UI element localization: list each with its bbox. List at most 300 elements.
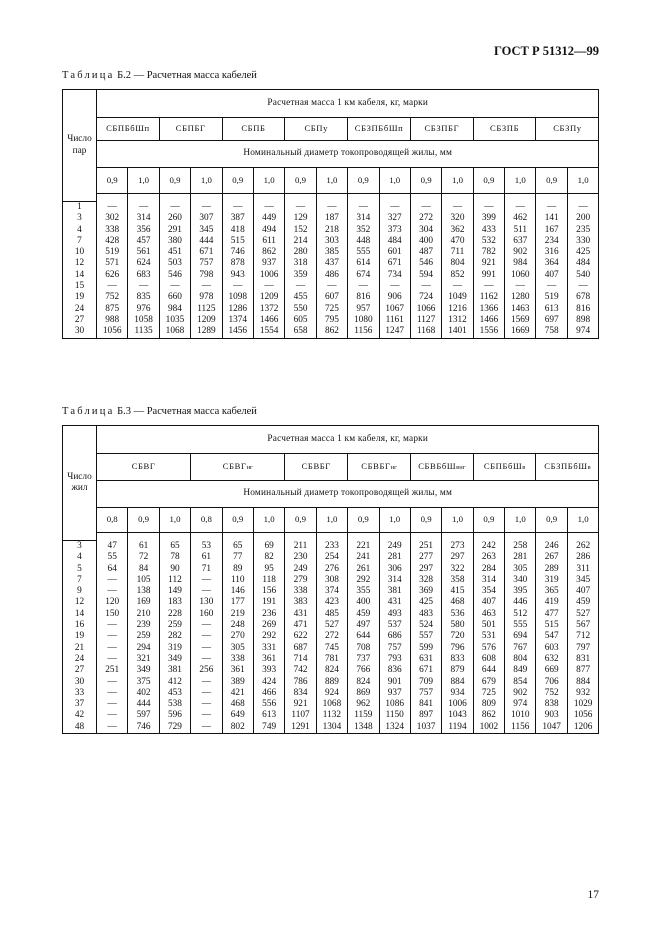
tb2-cell: 984 <box>159 304 190 315</box>
tb3-cell: 580 <box>442 620 473 631</box>
tb2-cell: 546 <box>159 270 190 281</box>
tb3-brand-cell <box>473 454 536 481</box>
tb3-cell: 463 <box>473 609 504 620</box>
tb2-cell: 141 <box>536 213 567 224</box>
tb3-cell: 453 <box>159 688 190 699</box>
tb3-cell: 884 <box>442 677 473 688</box>
tb3-diameter-cell: 1,0 <box>442 508 473 533</box>
table-b2-diam-title: Номинальный диаметр токопроводящей жилы, мм <box>97 141 599 168</box>
tb3-cell: 308 <box>316 575 347 586</box>
tb3-cell: 160 <box>191 609 222 620</box>
tb2-row-count: 14 <box>63 270 97 281</box>
tb2-cell: 437 <box>316 258 347 269</box>
tb2-diameter-cell: 1,0 <box>316 168 347 194</box>
tb2-gap-cell <box>316 194 347 202</box>
tb2-cell: 511 <box>505 225 536 236</box>
tb3-cell: 536 <box>442 609 473 620</box>
tb3-cell: 281 <box>505 552 536 563</box>
tb2-diameter-cell: 0,9 <box>159 168 190 194</box>
tb2-cell: 373 <box>379 225 410 236</box>
tb2-cell: 1098 <box>222 292 253 303</box>
tb2-gap-cell <box>128 194 159 202</box>
tb2-brand-cell: СБПБ <box>222 118 285 141</box>
tb3-cell: 786 <box>285 677 316 688</box>
tb3-gap-cell <box>536 533 567 541</box>
tb3-cell: 292 <box>348 575 379 586</box>
tb2-cell: — <box>222 281 253 292</box>
tb3-cell: 709 <box>410 677 441 688</box>
tb3-brand-base: СБВБбШ <box>418 460 457 471</box>
tb3-row <box>63 710 599 721</box>
tb3-cell: 737 <box>348 654 379 665</box>
tb3-cell: 471 <box>285 620 316 631</box>
tb3-row <box>63 665 599 676</box>
tb3-cell: 393 <box>253 665 284 676</box>
tb3-brand-cell <box>97 454 191 481</box>
tb3-cell: 53 <box>191 541 222 553</box>
tb3-cell: 328 <box>410 575 441 586</box>
tb3-gap-cell <box>97 533 128 541</box>
tb3-gap-cell <box>191 533 222 541</box>
tb2-cell: 1125 <box>191 304 222 315</box>
tb3-cell: 934 <box>442 688 473 699</box>
tb3-brand-base: СБВБГ <box>301 461 331 472</box>
tb3-cell: — <box>191 631 222 642</box>
tb3-cell: 555 <box>505 620 536 631</box>
tb2-cell: 1066 <box>410 304 441 315</box>
table-b3-mass-title: Расчетная масса 1 км кабеля, кг, марки <box>97 426 599 454</box>
tb2-cell: 898 <box>567 315 599 326</box>
tb2-cell: 235 <box>567 225 599 236</box>
tb2-cell: — <box>128 202 159 214</box>
tb3-cell: 527 <box>316 620 347 631</box>
tb3-cell: 556 <box>253 699 284 710</box>
tb3-cell: 146 <box>222 586 253 597</box>
tb3-diameter-cell: 1,0 <box>316 508 347 533</box>
tb2-cell: 571 <box>97 258 128 269</box>
tb2-row <box>63 247 599 258</box>
tb2-gap-cell <box>285 194 316 202</box>
tb3-cell: 84 <box>128 564 159 575</box>
tb2-cell: 407 <box>536 270 567 281</box>
tb3-cell: 191 <box>253 597 284 608</box>
tb3-cell: 120 <box>97 597 128 608</box>
tb2-diameter-cell: 1,0 <box>128 168 159 194</box>
tb2-cell: — <box>505 281 536 292</box>
tb3-cell: 485 <box>316 609 347 620</box>
tb2-cell: 400 <box>410 236 441 247</box>
tb3-cell: — <box>191 710 222 721</box>
tb3-cell: 419 <box>536 597 567 608</box>
tb3-cell: 369 <box>410 586 441 597</box>
tb2-cell: 380 <box>159 236 190 247</box>
tb3-brand-base: СБПБбШ <box>483 460 523 471</box>
tb3-cell: — <box>191 654 222 665</box>
tb2-cell: — <box>442 281 473 292</box>
tb2-cell: 455 <box>285 292 316 303</box>
tb3-row <box>63 654 599 665</box>
tb3-cell: 47 <box>97 541 128 553</box>
tb3-cell: 884 <box>567 677 599 688</box>
tb3-cell: 82 <box>253 552 284 563</box>
tb2-cell: 594 <box>410 270 441 281</box>
table-b3-row-header-line2: жил <box>71 483 88 493</box>
tb2-cell: 752 <box>97 292 128 303</box>
tb2-row <box>63 270 599 281</box>
tb2-gap-cell <box>442 194 473 202</box>
tb2-cell: 428 <box>97 236 128 247</box>
tb2-cell: 387 <box>222 213 253 224</box>
tb3-cell: 241 <box>348 552 379 563</box>
tb3-cell: 177 <box>222 597 253 608</box>
tb2-cell: 451 <box>159 247 190 258</box>
tb3-diameter-cell: 0,9 <box>128 508 159 533</box>
tb3-cell: 105 <box>128 575 159 586</box>
tb3-cell: 156 <box>253 586 284 597</box>
tb3-cell: 254 <box>316 552 347 563</box>
tb2-diameter-cell: 1,0 <box>442 168 473 194</box>
tb3-cell: 319 <box>536 575 567 586</box>
tb3-diameter-cell: 0,8 <box>191 508 222 533</box>
tb2-cell: 674 <box>348 270 379 281</box>
tb2-cell: 1312 <box>442 315 473 326</box>
tb3-cell: 802 <box>222 722 253 734</box>
tb3-cell: 279 <box>285 575 316 586</box>
tb3-cell: 622 <box>285 631 316 642</box>
tb3-cell: 276 <box>316 564 347 575</box>
table-b2-caption <box>62 70 257 81</box>
tb3-cell: 259 <box>128 631 159 642</box>
tb3-cell: 679 <box>473 677 504 688</box>
tb3-gap-cell <box>473 533 504 541</box>
tb3-cell: 233 <box>316 541 347 553</box>
tb3-cell: 272 <box>316 631 347 642</box>
tb2-cell: 272 <box>410 213 441 224</box>
tb2-cell: 1135 <box>128 326 159 338</box>
tb2-cell: 167 <box>536 225 567 236</box>
tb3-cell: 267 <box>536 552 567 563</box>
tb3-cell: — <box>97 710 128 721</box>
tb3-cell: 557 <box>410 631 441 642</box>
table-b3 <box>62 425 599 734</box>
tb2-cell: — <box>191 281 222 292</box>
tb2-cell: 1067 <box>379 304 410 315</box>
tb3-cell: 512 <box>505 609 536 620</box>
tb2-gap-cell <box>379 194 410 202</box>
tb3-cell: 854 <box>505 677 536 688</box>
tb2-brand-cell: СБПБбШп <box>97 118 160 141</box>
tb3-cell: 596 <box>159 710 190 721</box>
tb3-gap-cell <box>222 533 253 541</box>
tb3-cell: 273 <box>442 541 473 553</box>
tb3-cell: 793 <box>379 654 410 665</box>
tb2-cell: 1569 <box>505 315 536 326</box>
tb2-cell: 234 <box>536 236 567 247</box>
tb3-cell: 468 <box>222 699 253 710</box>
tb3-cell: 599 <box>410 643 441 654</box>
tb2-cell: 624 <box>128 258 159 269</box>
tb3-row-count: 9 <box>63 586 97 597</box>
tb3-gap-cell <box>285 533 316 541</box>
tb2-cell: 862 <box>253 247 284 258</box>
tb2-cell: 734 <box>379 270 410 281</box>
tb3-cell: 804 <box>505 654 536 665</box>
tb3-cell: 251 <box>410 541 441 553</box>
tb3-cell: 65 <box>222 541 253 553</box>
tb2-cell: 991 <box>473 270 504 281</box>
tb3-cell: 1206 <box>567 722 599 734</box>
tb3-row <box>63 722 599 734</box>
tb2-cell: 540 <box>567 270 599 281</box>
tb2-cell: 974 <box>567 326 599 338</box>
tb2-cell: 816 <box>567 304 599 315</box>
tb3-cell: 61 <box>191 552 222 563</box>
tb3-cell: 292 <box>253 631 284 642</box>
tb2-cell: 937 <box>253 258 284 269</box>
tb2-cell: 330 <box>567 236 599 247</box>
tb2-cell: 1456 <box>222 326 253 338</box>
tb2-cell: 152 <box>285 225 316 236</box>
tb2-brand-cell: СБЗПБ <box>473 118 536 141</box>
tb2-cell: 1466 <box>253 315 284 326</box>
tb2-row-count: 30 <box>63 326 97 338</box>
tb3-cell: 1029 <box>567 699 599 710</box>
tb3-cell: — <box>191 699 222 710</box>
tb3-cell: 515 <box>536 620 567 631</box>
tb3-diameter-cell: 1,0 <box>379 508 410 533</box>
tb2-row-count: 1 <box>63 202 97 214</box>
tb3-cell: 1324 <box>379 722 410 734</box>
tb3-diameter-cell: 0,9 <box>348 508 379 533</box>
tb2-cell: 359 <box>285 270 316 281</box>
tb3-cell: 95 <box>253 564 284 575</box>
tb3-brand-suffix: нг <box>390 463 397 471</box>
tb2-cell: 1068 <box>159 326 190 338</box>
tb2-gap-cell <box>505 194 536 202</box>
tb2-cell: 1168 <box>410 326 441 338</box>
tb3-cell: 118 <box>253 575 284 586</box>
tb2-cell: 1366 <box>473 304 504 315</box>
tb3-cell: 547 <box>536 631 567 642</box>
tb3-cell: 879 <box>442 665 473 676</box>
tb3-cell: 64 <box>97 564 128 575</box>
tb3-row-count: 5 <box>63 564 97 575</box>
tb3-cell: 838 <box>536 699 567 710</box>
tb3-cell: 263 <box>473 552 504 563</box>
tb2-cell: 214 <box>285 236 316 247</box>
tb2-cell: 1049 <box>442 292 473 303</box>
tb3-cell: — <box>97 620 128 631</box>
tb3-cell: 1056 <box>567 710 599 721</box>
tb2-cell: 316 <box>536 247 567 258</box>
tb2-row-count: 4 <box>63 225 97 236</box>
tb2-cell: 503 <box>159 258 190 269</box>
tb3-diameter-cell: 0,9 <box>473 508 504 533</box>
tb3-row <box>63 688 599 699</box>
tb3-cell: 497 <box>348 620 379 631</box>
tb2-cell: 532 <box>473 236 504 247</box>
table-b3-row-header <box>63 426 97 541</box>
tb3-brand-base: СБВГ <box>222 460 247 471</box>
tb3-row <box>63 552 599 563</box>
tb3-brand-cell <box>536 454 599 481</box>
tb3-cell: — <box>97 586 128 597</box>
tb3-row-count: 48 <box>63 722 97 734</box>
tb3-cell: 374 <box>316 586 347 597</box>
tb2-cell: 345 <box>191 225 222 236</box>
tb2-cell: 304 <box>410 225 441 236</box>
tb2-cell: 984 <box>505 258 536 269</box>
tb2-cell: 671 <box>191 247 222 258</box>
tb3-cell: 294 <box>128 643 159 654</box>
tb2-gap-cell <box>473 194 504 202</box>
tb3-cell: 446 <box>505 597 536 608</box>
tb3-cell: 305 <box>505 564 536 575</box>
tb2-cell: 515 <box>222 236 253 247</box>
tb3-cell: 833 <box>442 654 473 665</box>
tb2-cell: 943 <box>222 270 253 281</box>
tb2-cell: 1466 <box>473 315 504 326</box>
tb3-brand-suffix: в <box>522 463 526 471</box>
tb3-cell: 138 <box>128 586 159 597</box>
tb2-diameter-cell: 1,0 <box>191 168 222 194</box>
tb2-gap-cell <box>536 194 567 202</box>
tb3-cell: 1037 <box>410 722 441 734</box>
tb2-cell: 314 <box>348 213 379 224</box>
tb2-brand-cell: СБЗПу <box>536 118 599 141</box>
tb2-cell: 1374 <box>222 315 253 326</box>
tb2-diameter-cell: 1,0 <box>567 168 599 194</box>
tb3-row-count: 3 <box>63 541 97 553</box>
tb2-cell: 433 <box>473 225 504 236</box>
tb2-cell: 1127 <box>410 315 441 326</box>
tb2-cell: — <box>410 202 441 214</box>
tb2-cell: 338 <box>97 225 128 236</box>
table-b3-caption <box>62 406 257 417</box>
tb3-cell: 824 <box>316 665 347 676</box>
tb3-cell: 836 <box>379 665 410 676</box>
tb3-cell: 269 <box>253 620 284 631</box>
tb3-cell: 567 <box>567 620 599 631</box>
tb3-cell: 314 <box>379 575 410 586</box>
tb3-gap-cell <box>410 533 441 541</box>
tb2-cell: — <box>473 202 504 214</box>
tb3-cell: 402 <box>128 688 159 699</box>
tb2-cell: 425 <box>567 247 599 258</box>
tb3-cell: 130 <box>191 597 222 608</box>
tb3-cell: 1047 <box>536 722 567 734</box>
table-b2-caption-prefix: Таблица <box>62 70 115 81</box>
tb3-cell: 230 <box>285 552 316 563</box>
tb3-cell: 219 <box>222 609 253 620</box>
tb2-row <box>63 213 599 224</box>
tb3-cell: 349 <box>128 665 159 676</box>
tb2-cell: 607 <box>316 292 347 303</box>
tb2-cell: 660 <box>159 292 190 303</box>
tb3-cell: 694 <box>505 631 536 642</box>
tb3-diameter-cell: 1,0 <box>567 508 599 533</box>
tb3-diameter-cell: 0,9 <box>222 508 253 533</box>
tb2-cell: 878 <box>222 258 253 269</box>
tb2-cell: 280 <box>285 247 316 258</box>
tb3-cell: 345 <box>567 575 599 586</box>
tb3-cell: — <box>191 722 222 734</box>
tb3-cell: 712 <box>567 631 599 642</box>
tb2-brand-cell: СБЗПБбШп <box>348 118 411 141</box>
tb3-cell: 1068 <box>316 699 347 710</box>
tb3-diameter-cell: 1,0 <box>253 508 284 533</box>
tb2-cell: 1556 <box>473 326 504 338</box>
tb3-cell: 423 <box>316 597 347 608</box>
tb2-cell: — <box>128 281 159 292</box>
tb3-cell: 902 <box>505 688 536 699</box>
tb2-cell: 671 <box>379 258 410 269</box>
tb2-cell: 697 <box>536 315 567 326</box>
tb2-row-count: 19 <box>63 292 97 303</box>
tb3-cell: 1010 <box>505 710 536 721</box>
tb3-cell: 901 <box>379 677 410 688</box>
tb2-cell: 795 <box>316 315 347 326</box>
tb3-cell: 424 <box>253 677 284 688</box>
tb3-row-count: 24 <box>63 654 97 665</box>
tb3-cell: 766 <box>348 665 379 676</box>
tb3-cell: 1156 <box>505 722 536 734</box>
tb3-row <box>63 677 599 688</box>
tb3-cell: 221 <box>348 541 379 553</box>
tb2-row <box>63 326 599 338</box>
tb2-cell: 725 <box>316 304 347 315</box>
tb2-cell: 457 <box>128 236 159 247</box>
tb2-cell: 1162 <box>473 292 504 303</box>
tb2-cell: — <box>285 202 316 214</box>
tb2-cell: 658 <box>285 326 316 338</box>
tb3-cell: 742 <box>285 665 316 676</box>
tb3-cell: 210 <box>128 609 159 620</box>
tb3-diameter-cell: 0,8 <box>97 508 128 533</box>
tb2-cell: — <box>505 202 536 214</box>
tb2-brand-cell: СБПБГ <box>159 118 222 141</box>
tb3-brand-base: СБВГ <box>131 461 156 472</box>
tb3-row-count: 33 <box>63 688 97 699</box>
tb2-cell: 1286 <box>222 304 253 315</box>
tb3-cell: 459 <box>348 609 379 620</box>
tb3-cell: 809 <box>473 699 504 710</box>
tb3-cell: 1043 <box>442 710 473 721</box>
tb2-gap-cell <box>191 194 222 202</box>
table-b3-row-header-line1: Число <box>67 471 92 482</box>
tb3-cell: 671 <box>410 665 441 676</box>
tb2-cell: 399 <box>473 213 504 224</box>
tb3-row-count: 42 <box>63 710 97 721</box>
tb3-cell: 725 <box>473 688 504 699</box>
tb2-cell: 550 <box>285 304 316 315</box>
tb2-cell: 1216 <box>442 304 473 315</box>
tb3-cell: 55 <box>97 552 128 563</box>
tb2-gap-cell <box>222 194 253 202</box>
tb3-cell: — <box>97 677 128 688</box>
tb3-cell: 431 <box>379 597 410 608</box>
tb2-cell: 711 <box>442 247 473 258</box>
tb2-cell: 957 <box>348 304 379 315</box>
tb3-cell: — <box>97 575 128 586</box>
tb3-cell: 338 <box>222 654 253 665</box>
tb2-cell: 302 <box>97 213 128 224</box>
tb3-cell: 797 <box>567 643 599 654</box>
tb2-row <box>63 292 599 303</box>
tb3-row <box>63 586 599 597</box>
tb3-cell: 974 <box>505 699 536 710</box>
tb2-cell: — <box>348 281 379 292</box>
